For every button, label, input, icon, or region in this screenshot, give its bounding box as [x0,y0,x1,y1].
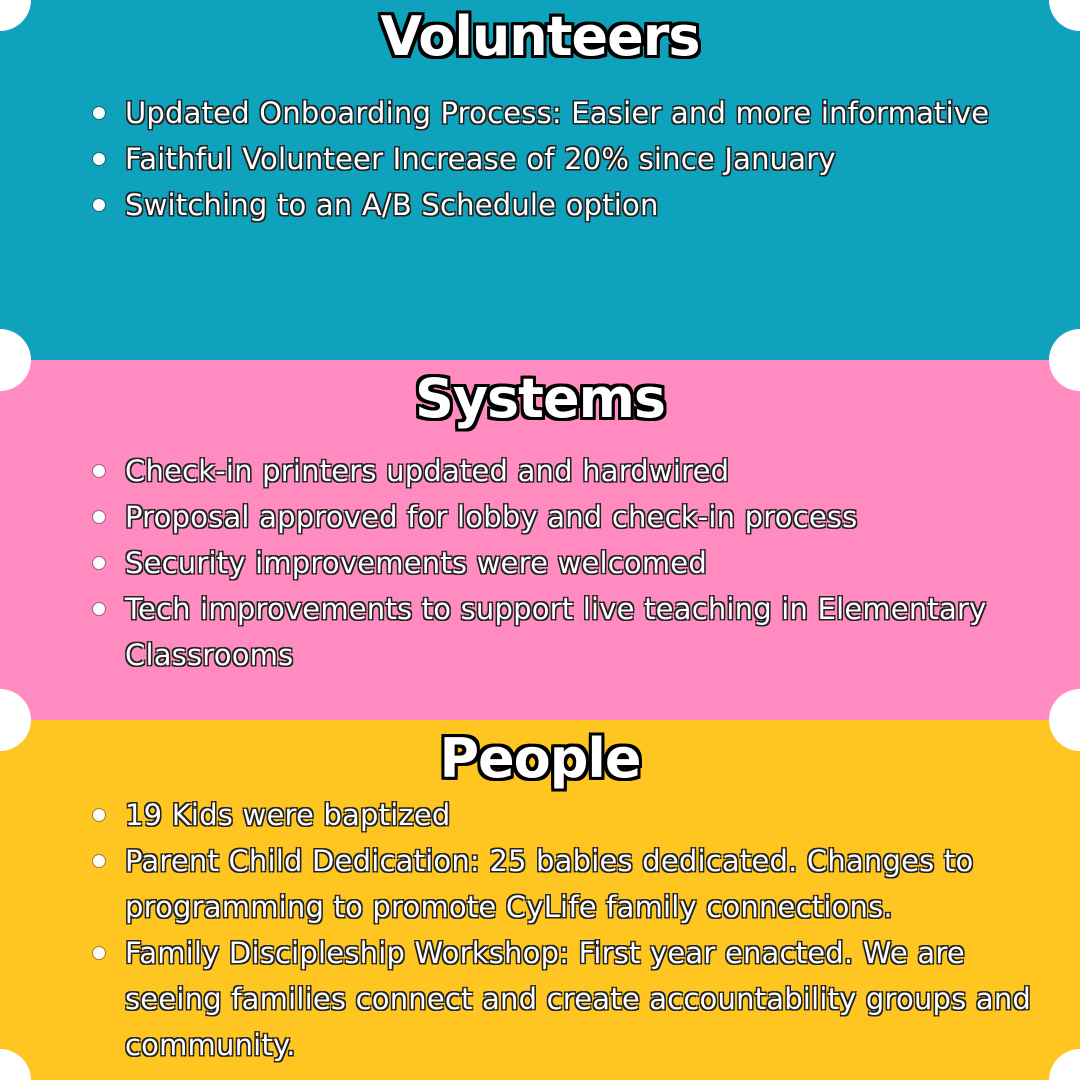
bullet-dot-icon [93,465,105,477]
list-item-text: 19 Kids were baptized [125,798,451,832]
bullet-dot-icon [93,809,105,821]
bullet-dot-icon [93,557,105,569]
systems-section [0,360,1080,720]
list-item [90,838,1040,930]
list-item [90,540,1040,586]
list-item-text: Tech improvements to support live teaching in Elementary Classrooms [125,592,987,672]
list-item [90,136,1040,182]
systems-title: Systems [414,367,666,430]
bullet-dot-icon [93,511,105,523]
list-item-text: Family Discipleship Workshop: First year enacted. We are seeing families connect and create accountability groups and community. [125,936,1032,1062]
list-item [90,586,1040,678]
bullet-dot-icon [93,855,105,867]
people-list [90,792,1040,1068]
systems-list [90,448,1040,678]
list-item-text: Security improvements were welcomed [125,546,707,580]
bullet-dot-icon [93,199,105,211]
people-title: People [439,727,641,790]
list-item [90,930,1040,1068]
people-section [0,720,1080,1080]
list-item-text: Updated Onboarding Process: Easier and more informative [125,96,990,130]
bullet-dot-icon [93,603,105,615]
bullet-dot-icon [93,153,105,165]
list-item [90,182,1040,228]
list-item [90,494,1040,540]
bullet-dot-icon [93,947,105,959]
list-item-text: Proposal approved for lobby and check-in process [125,500,858,534]
list-item-text: Faithful Volunteer Increase of 20% since January [125,142,836,176]
volunteers-list [90,90,1040,228]
list-item [90,90,1040,136]
volunteers-section [0,0,1080,360]
volunteers-title: Volunteers [380,5,700,68]
list-item-text: Parent Child Dedication: 25 babies dedicated. Changes to programming to promote CyLife family connections. [125,844,974,924]
list-item [90,448,1040,494]
bullet-dot-icon [93,107,105,119]
list-item-text: Switching to an A/B Schedule option [125,188,659,222]
list-item-text: Check-in printers updated and hardwired [125,454,730,488]
list-item [90,792,1040,838]
